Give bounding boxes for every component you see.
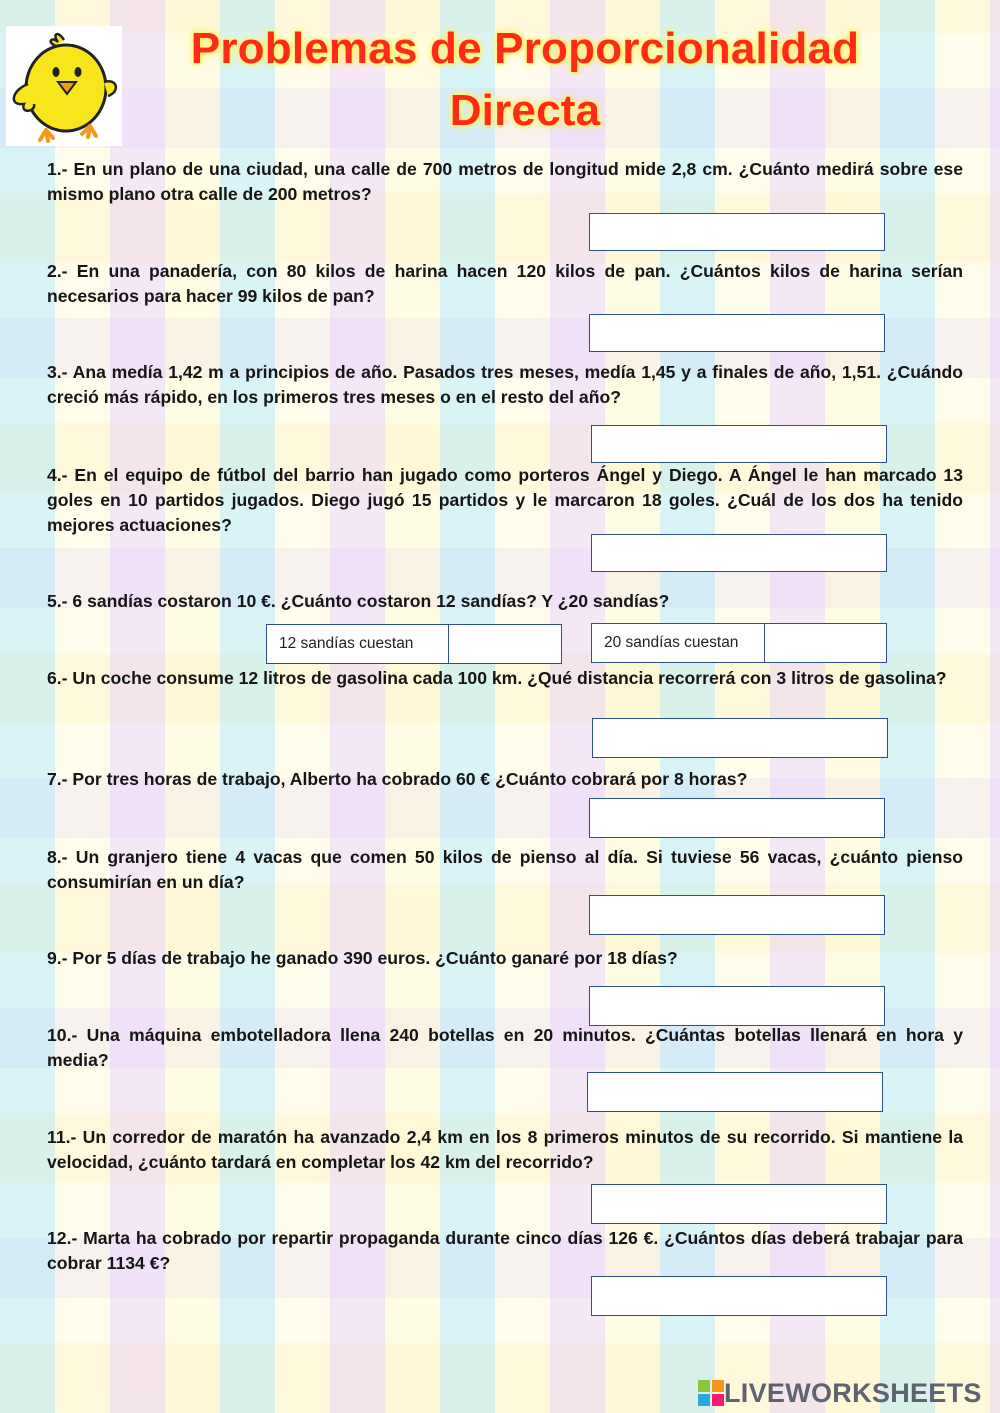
page-title-line2: Directa [449, 86, 601, 135]
question-9: 9.- Por 5 días de trabajo he ganado 390 euros. ¿Cuánto ganaré por 18 días? [47, 948, 678, 968]
question-10: 10.- Una máquina embotelladora llena 240 botellas en 20 minutos. ¿Cuántas botellas llenará en hora y media? [47, 1025, 963, 1070]
brand-text: LIVEWORKSHEETS [724, 1377, 982, 1408]
label-12-sandias: 12 sandías cuestan [266, 624, 450, 664]
question-4: 4.- En el equipo de fútbol del barrio han jugado como porteros Ángel y Diego. A Ángel le han marcado 13 goles en 10 partidos jugados. Diego jugó 15 partidos y le marcaron 18 goles. ¿Cuál de los dos ha tenido mejores actuaciones? [47, 465, 963, 535]
answer-input-5a[interactable] [448, 624, 562, 664]
question-5: 5.- 6 sandías costaron 10 €. ¿Cuánto costaron 12 sandías? Y ¿20 sandías? [47, 591, 670, 611]
question-8: 8.- Un granjero tiene 4 vacas que comen 50 kilos de pienso al día. Si tuviese 56 vacas, ¿cuánto pienso consumirían en un día? [47, 847, 963, 892]
question-2: 2.- En una panadería, con 80 kilos de harina hacen 120 kilos de pan. ¿Cuántos kilos de harina serían necesarios para hacer 99 kilos de pan? [47, 261, 963, 306]
question-12: 12.- Marta ha cobrado por repartir propaganda durante cinco días 126 €. ¿Cuántos días deberá trabajar para cobrar 1134 €? [47, 1228, 963, 1273]
liveworksheets-brand [698, 1376, 982, 1410]
label-20-sandias: 20 sandías cuestan [591, 623, 766, 663]
chick-icon [6, 26, 122, 146]
answer-input-12[interactable] [591, 1276, 887, 1316]
question-3: 3.- Ana medía 1,42 m a principios de año. Pasados tres meses, medía 1,45 y a finales de año, 1,51. ¿Cuándo creció más rápido, en los primeros tres meses o en el resto del año? [47, 362, 963, 407]
answer-input-1[interactable] [589, 213, 885, 251]
answer-input-9[interactable] [589, 986, 885, 1026]
question-1: 1.- En un plano de una ciudad, una calle de 700 metros de longitud mide 2,8 cm. ¿Cuánto medirá sobre ese mismo plano otra calle de 200 metros? [47, 159, 963, 204]
answer-input-4[interactable] [591, 534, 887, 572]
answer-input-7[interactable] [589, 798, 885, 838]
answer-input-2[interactable] [589, 314, 885, 352]
question-11: 11.- Un corredor de maratón ha avanzado 2,4 km en los 8 primeros minutos de su recorrido. Si mantiene la velocidad, ¿cuánto tardará en completar los 42 km del recorrido? [47, 1127, 963, 1172]
answer-input-10[interactable] [587, 1072, 883, 1112]
question-6: 6.- Un coche consume 12 litros de gasolina cada 100 km. ¿Qué distancia recorrerá con 3 litros de gasolina? [47, 668, 947, 688]
answer-input-5b[interactable] [764, 623, 887, 663]
answer-input-8[interactable] [589, 895, 885, 935]
answer-input-6[interactable] [592, 718, 888, 758]
answer-input-11[interactable] [591, 1184, 887, 1224]
question-7: 7.- Por tres horas de trabajo, Alberto ha cobrado 60 € ¿Cuánto cobrará por 8 horas? [47, 769, 748, 789]
liveworksheets-logo-icon [698, 1380, 724, 1406]
answer-input-3[interactable] [591, 425, 887, 463]
chick-logo [6, 26, 122, 146]
page-title-line1: Problemas de Proporcionalidad [190, 24, 860, 73]
